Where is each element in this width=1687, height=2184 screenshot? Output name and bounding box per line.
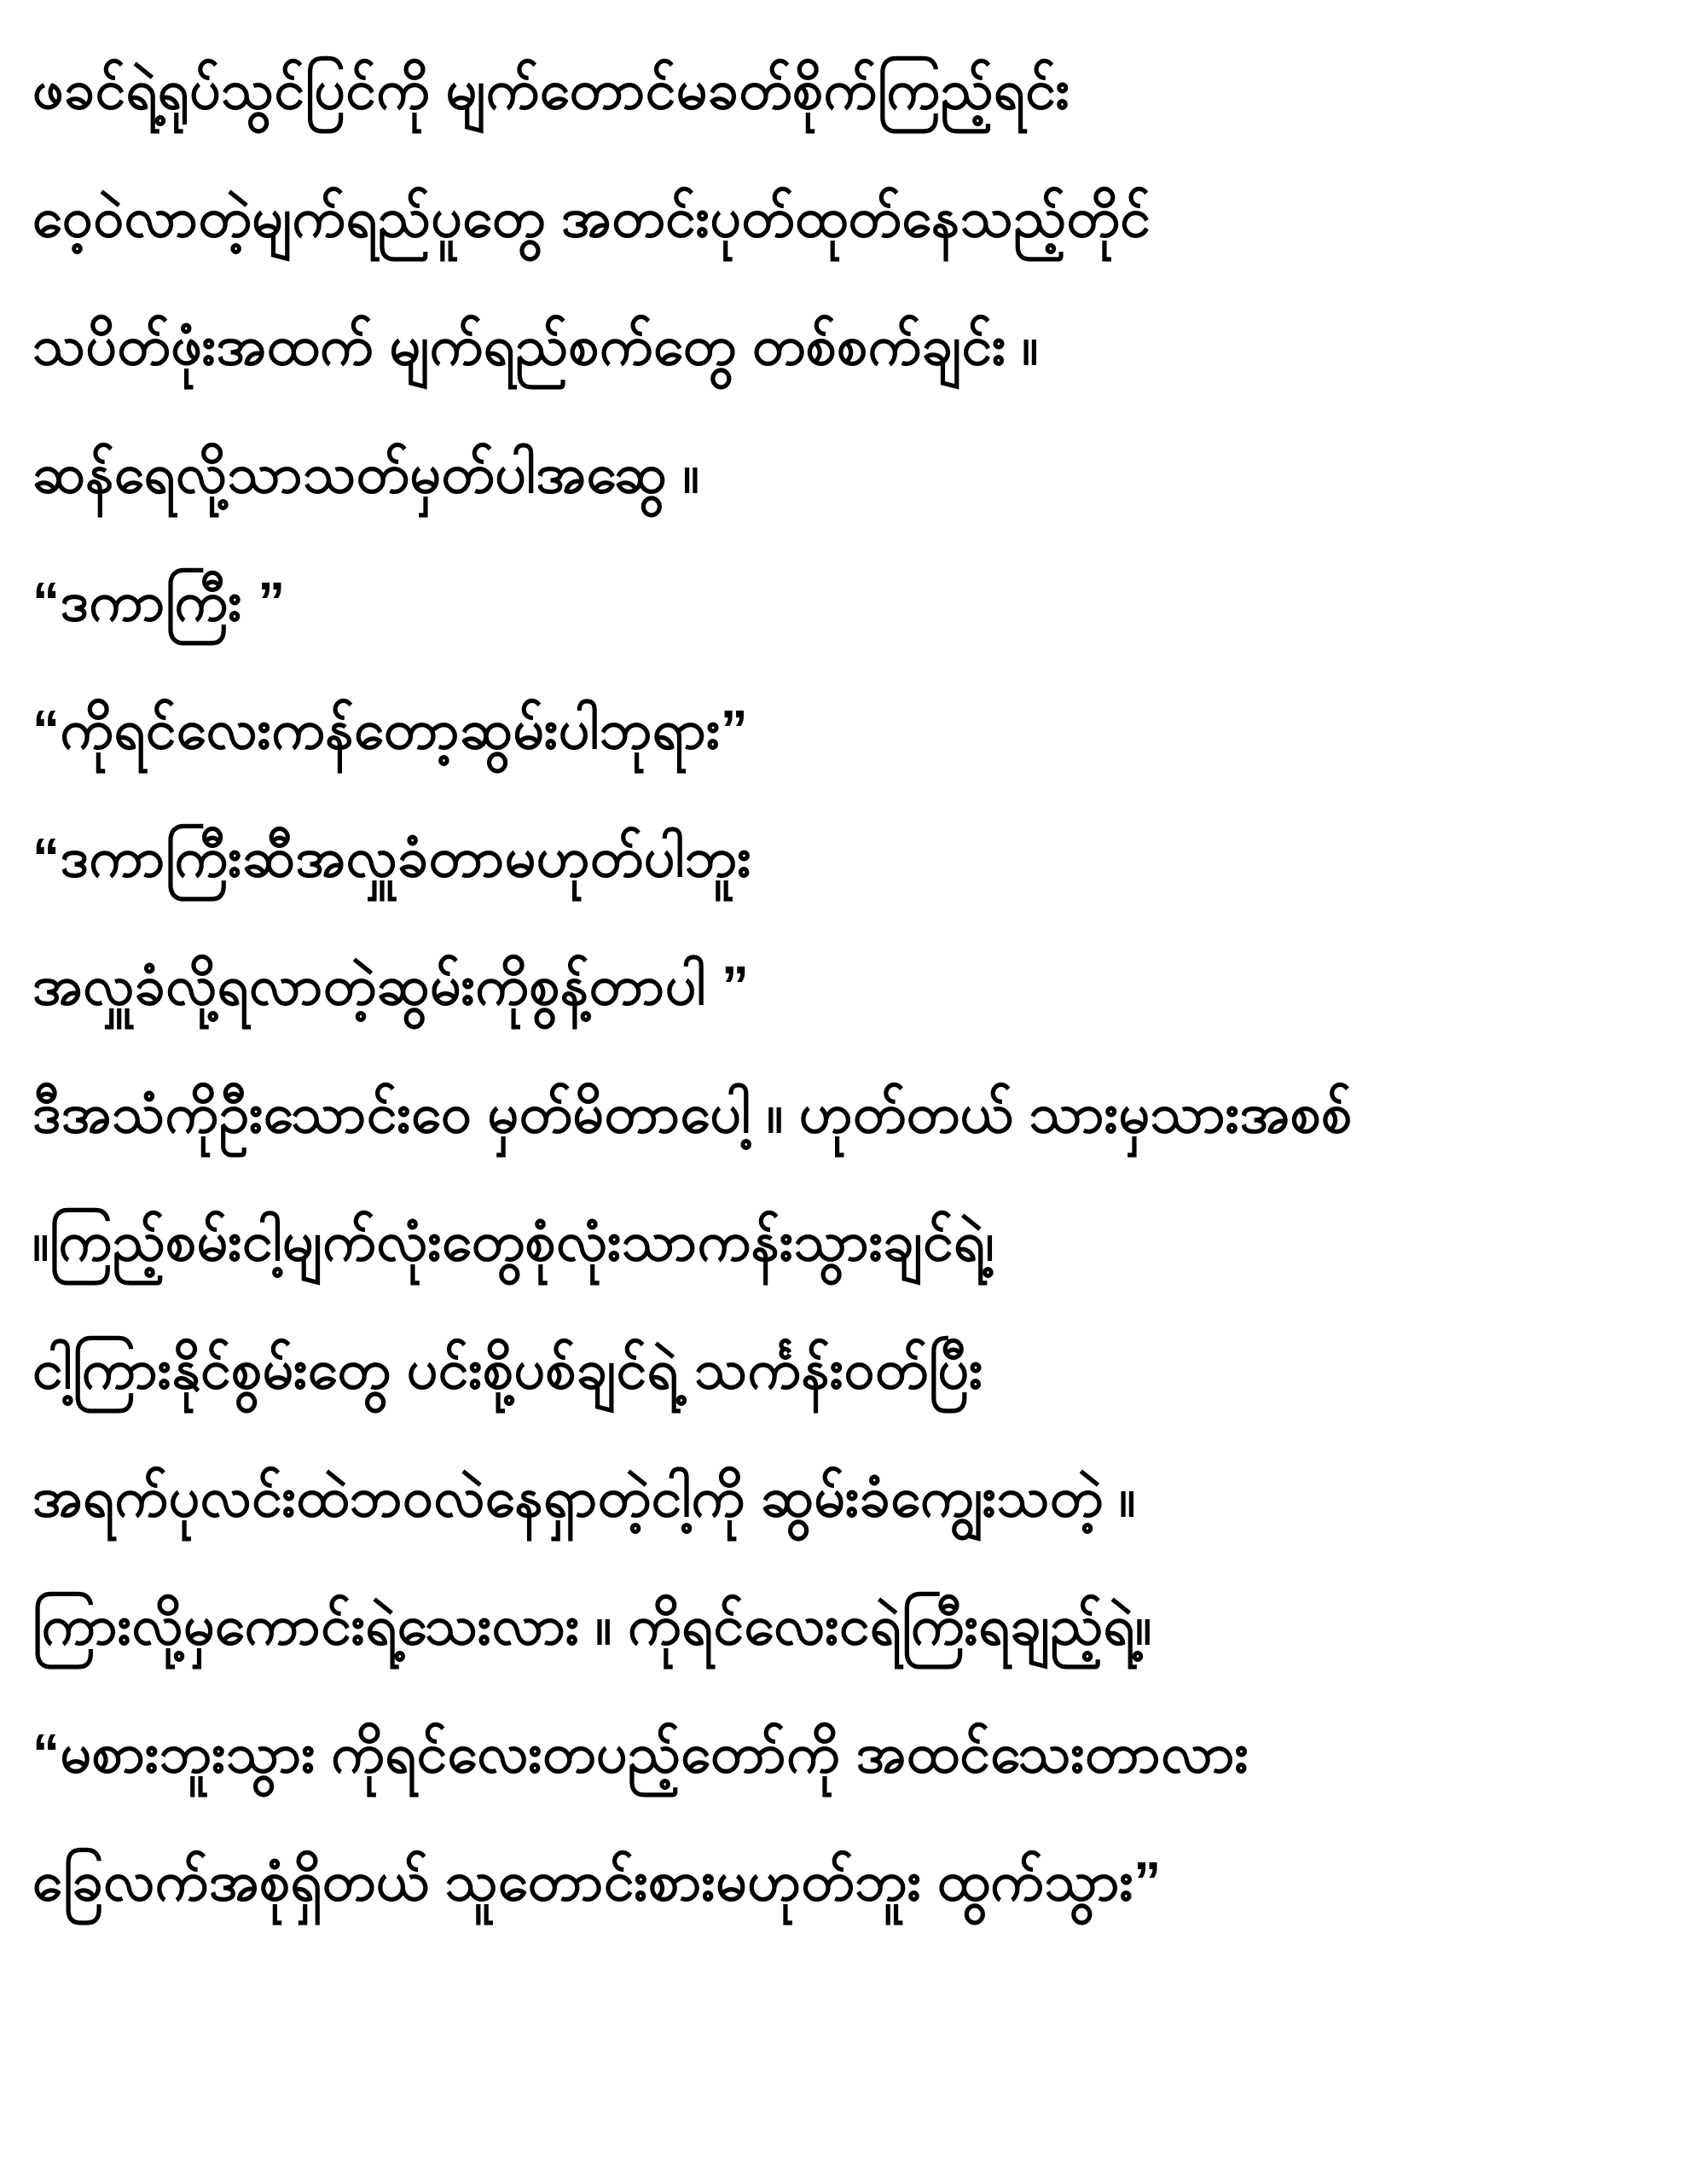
text-line-6: “ကိုရင်လေးကန်တော့ဆွမ်းပါဘုရား” — [32, 699, 749, 760]
text-line-9: ဒီအသံကိုဦးသောင်းဝေ မှတ်မိတာပေါ့ ။ ဟုတ်တယ် သားမှသားအစစ် — [32, 1083, 1353, 1144]
text-line-11: ငါ့ကြားနိုင်စွမ်းတွေ ပင်းစို့ပစ်ချင်ရဲ့ သင်္ကန်းဝတ်ပြီး — [32, 1339, 983, 1400]
text-line-12: အရက်ပုလင်းထဲဘဝလဲနေရှာတဲ့ငါ့ကို ဆွမ်းခံကျွေးသတဲ့ ။ — [32, 1467, 1136, 1528]
text-line-7: “ဒကာကြီးဆီအလှူခံတာမဟုတ်ပါဘူး — [32, 827, 752, 888]
text-line-14: “မစားဘူးသွား ကိုရင်လေးတပည့်တော်ကို အထင်သေးတာလား — [32, 1722, 1249, 1784]
text-line-2: ဝေ့ဝဲလာတဲ့မျက်ရည်ပူတွေ အတင်းပုတ်ထုတ်နေသည့်တိုင် — [32, 187, 1151, 248]
text-line-5: “ဒကာကြီး ” — [32, 571, 286, 632]
text-line-10: ။ကြည့်စမ်းငါ့မျက်လုံးတွေစုံလုံးသာကန်းသွားချင်ရဲ့၊ — [32, 1211, 994, 1272]
text-line-15: ခြေလက်အစုံရှိတယ် သူတောင်းစားမဟုတ်ဘူး ထွက်သွား” — [32, 1850, 1162, 1912]
text-line-1: ဖခင်ရဲ့ရုပ်သွင်ပြင်ကို မျက်တောင်မခတ်စိုက်ကြည့်ရင်း — [32, 59, 1070, 120]
text-line-13: ကြားလို့မှကောင်းရဲ့သေးလား ။ ကိုရင်လေးငရဲကြီးရချည့်ရဲ့။ — [32, 1594, 1152, 1656]
text-line-8: အလှူခံလို့ရလာတဲ့ဆွမ်းကိုစွန့်တာပါ ” — [32, 955, 750, 1016]
text-line-4: ဆန်ရေလို့သာသတ်မှတ်ပါအဆွေ ။ — [32, 443, 700, 504]
text-line-3: သပိတ်ဖုံးအထက် မျက်ရည်စက်တွေ တစ်စက်ချင်း ။ — [32, 315, 1039, 376]
